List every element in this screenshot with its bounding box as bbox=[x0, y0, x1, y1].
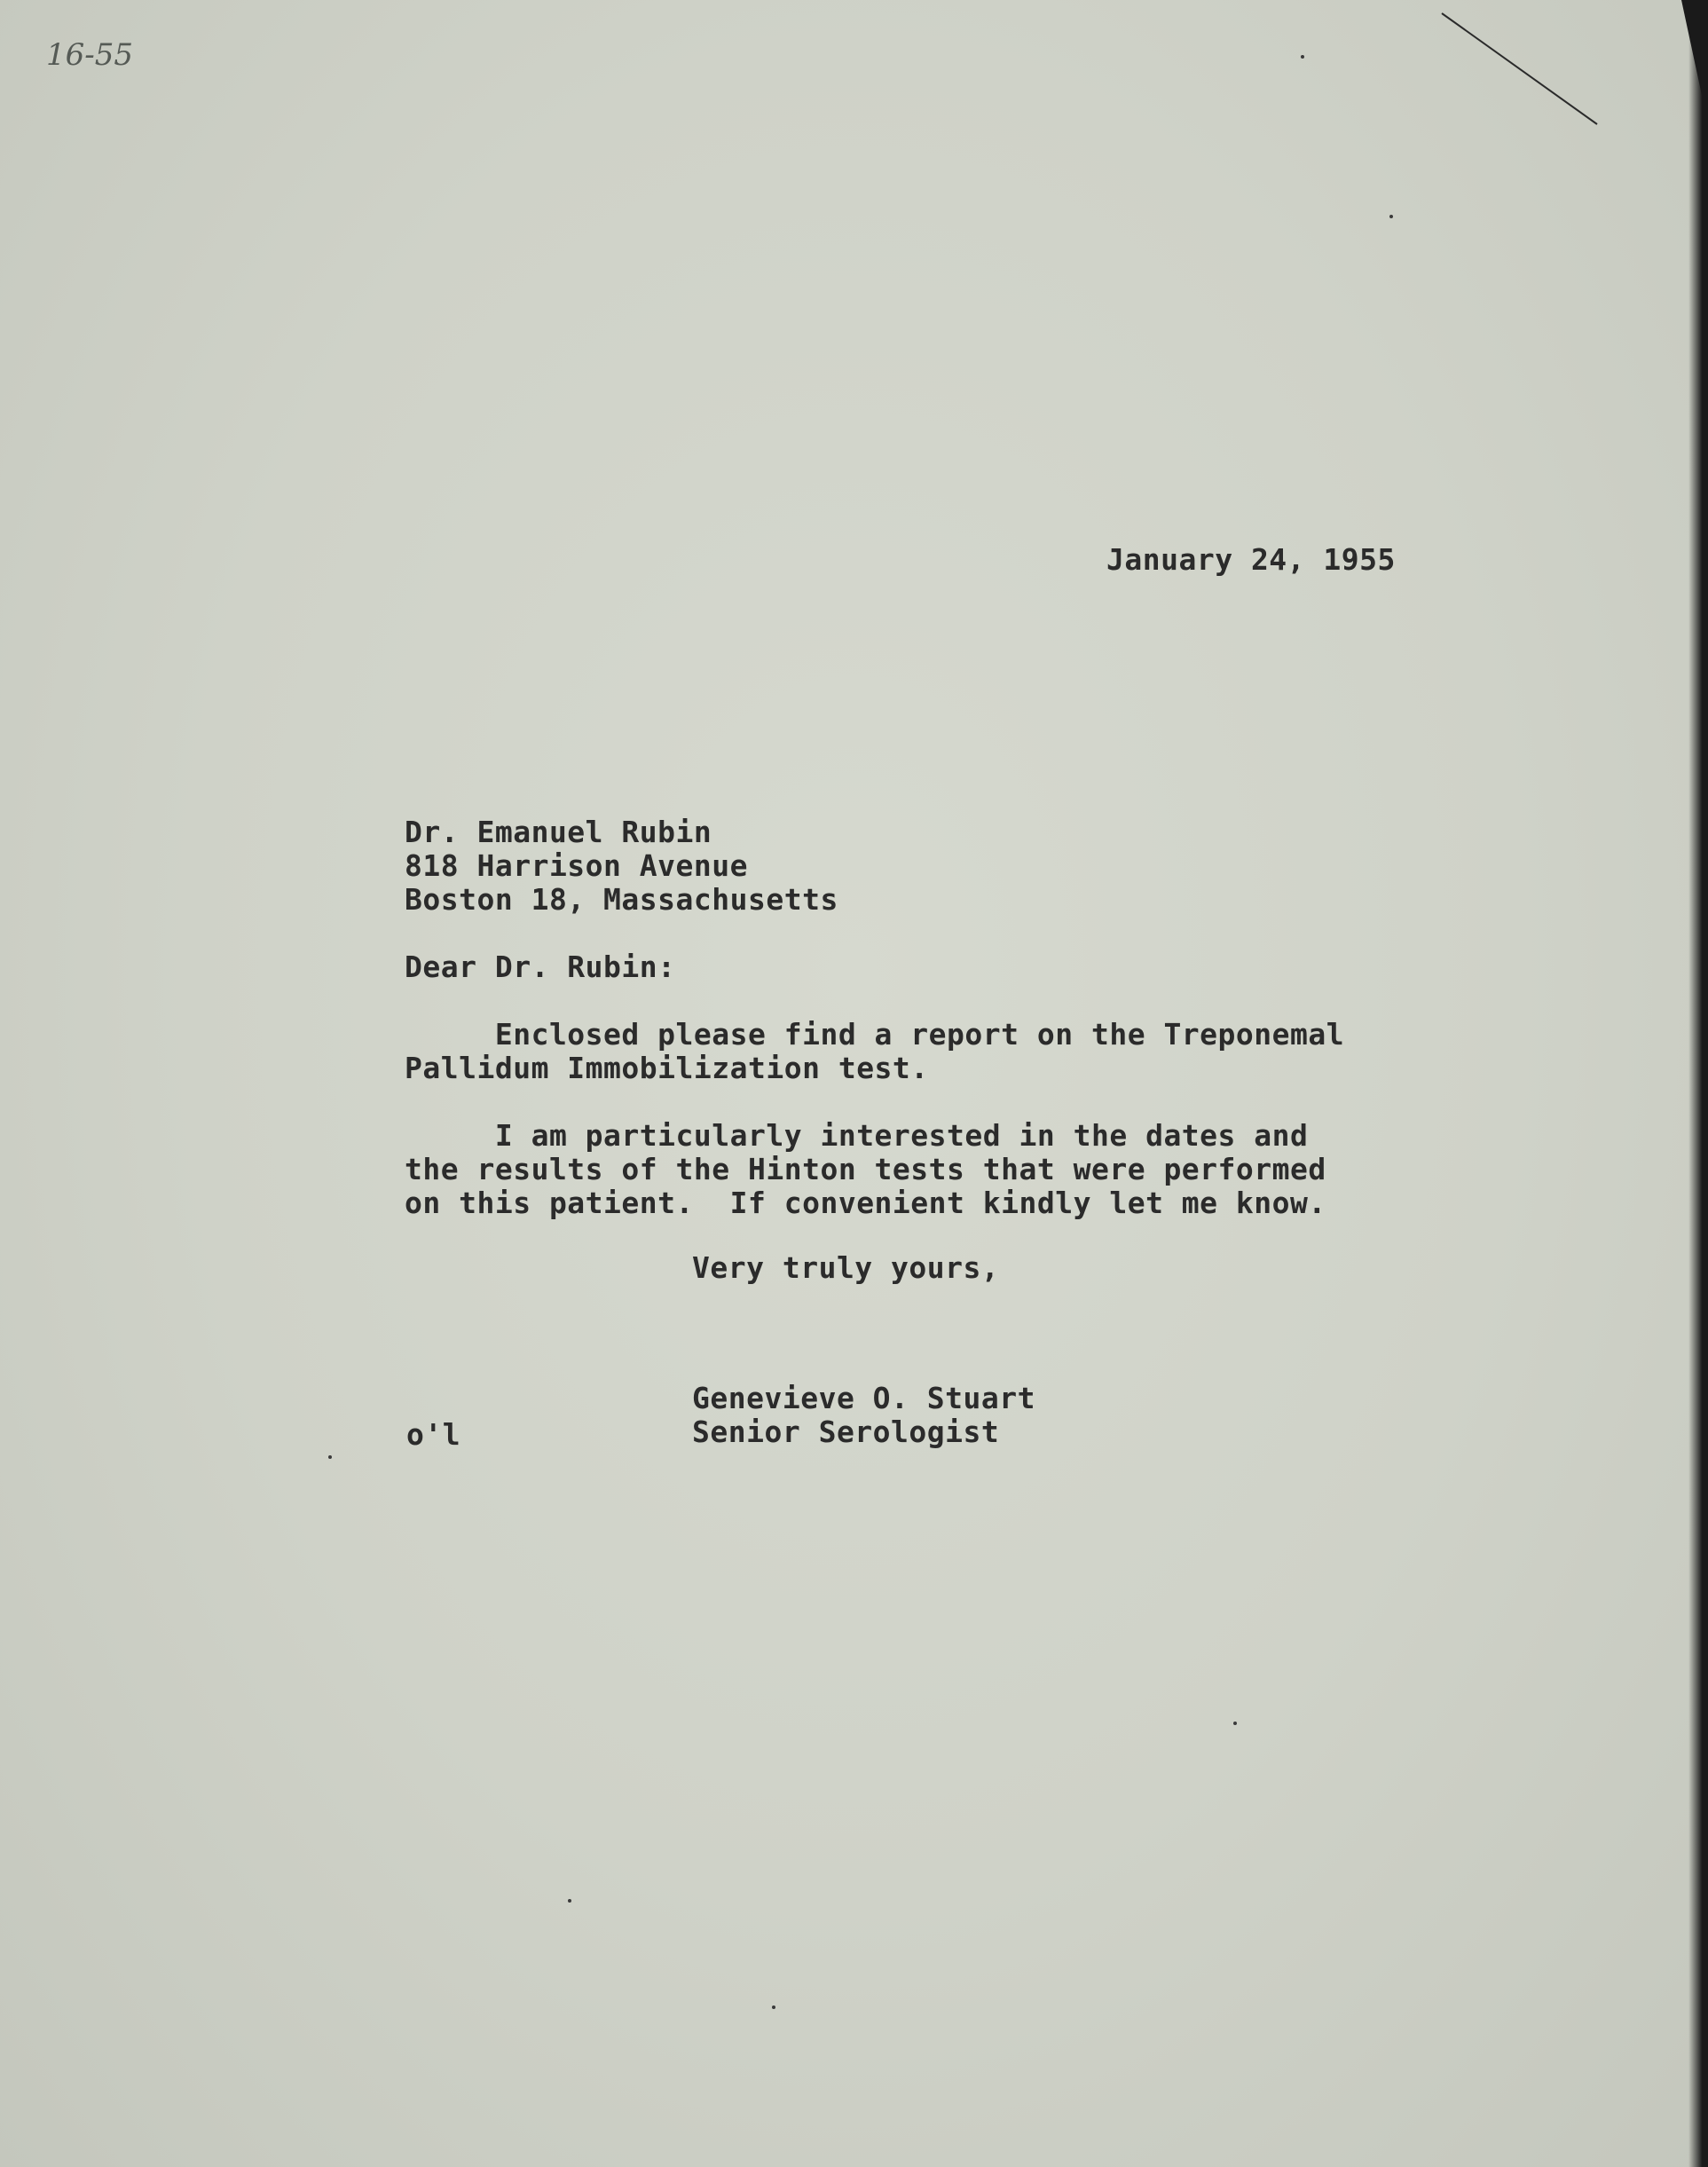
pen-mark bbox=[1437, 9, 1615, 133]
closing: Very truly yours, bbox=[692, 1250, 1000, 1285]
paragraph1-line2: Pallidum Immobilization test. bbox=[405, 1051, 929, 1085]
scan-speck bbox=[1233, 1722, 1237, 1725]
letter-date: January 24, 1955 bbox=[1106, 542, 1396, 577]
signer-name: Genevieve O. Stuart bbox=[692, 1381, 1035, 1415]
handwritten-note: 16-55 bbox=[46, 37, 134, 73]
typist-initials: o'l bbox=[406, 1417, 461, 1452]
scan-speck bbox=[1389, 215, 1393, 218]
scan-speck bbox=[1301, 55, 1304, 59]
page-edge-shadow bbox=[1688, 0, 1708, 2167]
scan-speck bbox=[568, 1899, 571, 1903]
paragraph2-line3: on this patient. If convenient kindly let me know. bbox=[405, 1186, 1326, 1220]
recipient-name: Dr. Emanuel Rubin bbox=[405, 815, 712, 849]
scan-speck bbox=[772, 2005, 775, 2009]
paragraph2-line2: the results of the Hinton tests that were performed bbox=[405, 1152, 1326, 1186]
scan-speck bbox=[328, 1455, 332, 1459]
paragraph1-line1: Enclosed please find a report on the Treponemal bbox=[405, 1017, 1345, 1052]
salutation: Dear Dr. Rubin: bbox=[405, 950, 676, 984]
signer-title: Senior Serologist bbox=[692, 1414, 1000, 1449]
recipient-city: Boston 18, Massachusetts bbox=[405, 882, 838, 917]
recipient-street: 818 Harrison Avenue bbox=[405, 848, 748, 883]
paragraph2-line1: I am particularly interested in the dates and bbox=[405, 1118, 1309, 1153]
